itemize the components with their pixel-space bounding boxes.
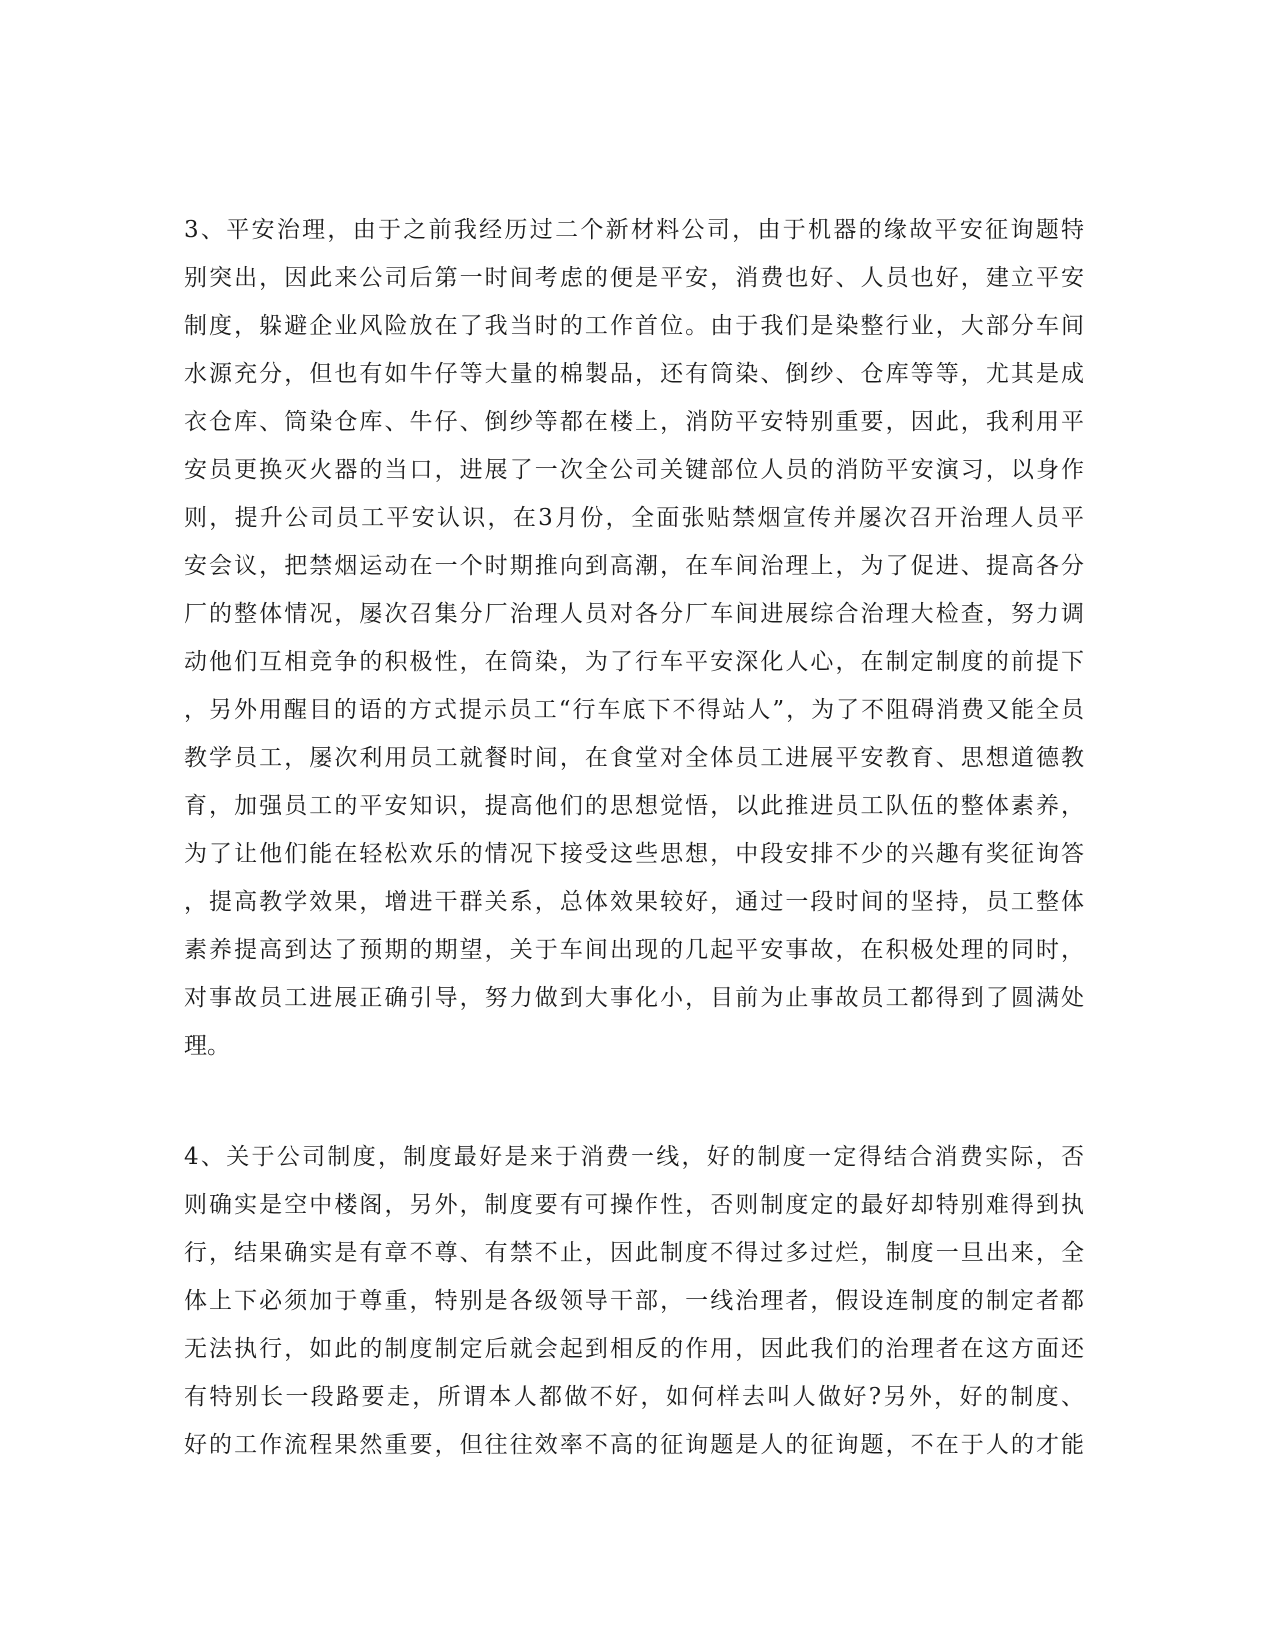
text-line: 制度，躲避企业风险放在了我当时的工作首位。由于我们是染整行业，大部分车间 xyxy=(184,313,1084,339)
text-line: 对事故员工进展正确引导，努力做到大事化小，目前为止事故员工都得到了圆满处 xyxy=(184,985,1084,1011)
text-line: 有特别长一段路要走，所谓本人都做不好，如何样去叫人做好?另外，好的制度、 xyxy=(184,1384,1084,1410)
text-line: 别突出，因此来公司后第一时间考虑的便是平安，消费也好、人员也好，建立平安 xyxy=(184,265,1084,291)
text-line: 教学员工，屡次利用员工就餐时间，在食堂对全体员工进展平安教育、思想道德教 xyxy=(184,745,1084,771)
text-line: 安员更换灭火器的当口，进展了一次全公司关键部位人员的消防平安演习，以身作 xyxy=(184,457,1084,483)
paragraph-company-rules xyxy=(184,1133,1084,1469)
text-line: ，提高教学效果，增进干群关系，总体效果较好，通过一段时间的坚持，员工整体 xyxy=(184,889,1084,915)
text-line: 4、关于公司制度，制度最好是来于消费一线，好的制度一定得结合消费实际，否 xyxy=(184,1144,1084,1170)
text-line: 无法执行，如此的制度制定后就会起到相反的作用，因此我们的治理者在这方面还 xyxy=(184,1336,1084,1362)
text-line: 行，结果确实是有章不尊、有禁不止，因此制度不得过多过烂，制度一旦出来，全 xyxy=(184,1240,1084,1266)
text-line: 则，提升公司员工平安认识，在3月份，全面张贴禁烟宣传并屡次召开治理人员平 xyxy=(184,505,1084,531)
text-line: 育，加强员工的平安知识，提高他们的思想觉悟，以此推进员工队伍的整体素养， xyxy=(184,793,1084,819)
text-line: 则确实是空中楼阁，另外，制度要有可操作性，否则制度定的最好却特别难得到执 xyxy=(184,1192,1084,1218)
text-line: 3、平安治理，由于之前我经历过二个新材料公司，由于机器的缘故平安征询题特 xyxy=(184,217,1084,243)
text-line: 素养提高到达了预期的期望，关于车间出现的几起平安事故，在积极处理的同时， xyxy=(184,937,1084,963)
text-line: ，另外用醒目的语的方式提示员工“行车底下不得站人”，为了不阻碍消费又能全员 xyxy=(184,697,1084,723)
text-line: 为了让他们能在轻松欢乐的情况下接受这些思想，中段安排不少的兴趣有奖征询答 xyxy=(184,841,1084,867)
text-line: 体上下必须加于尊重，特别是各级领导干部，一线治理者，假设连制度的制定者都 xyxy=(184,1288,1084,1314)
text-line: 好的工作流程果然重要，但往往效率不高的征询题是人的征询题，不在于人的才能 xyxy=(184,1432,1084,1458)
text-line: 动他们互相竞争的积极性，在筒染，为了行车平安深化人心，在制定制度的前提下 xyxy=(184,649,1084,675)
text-line: 水源充分，但也有如牛仔等大量的棉製品，还有筒染、倒纱、仓库等等，尤其是成 xyxy=(184,361,1084,387)
text-line: 衣仓库、筒染仓库、牛仔、倒纱等都在楼上，消防平安特别重要，因此，我利用平 xyxy=(184,409,1084,435)
text-line: 理。 xyxy=(184,1033,230,1059)
text-line: 安会议，把禁烟运动在一个时期推向到高潮，在车间治理上，为了促进、提高各分 xyxy=(184,553,1084,579)
paragraph-safety-management xyxy=(184,206,1084,1070)
text-line: 厂的整体情况，屡次召集分厂治理人员对各分厂车间进展综合治理大检查，努力调 xyxy=(184,601,1084,627)
